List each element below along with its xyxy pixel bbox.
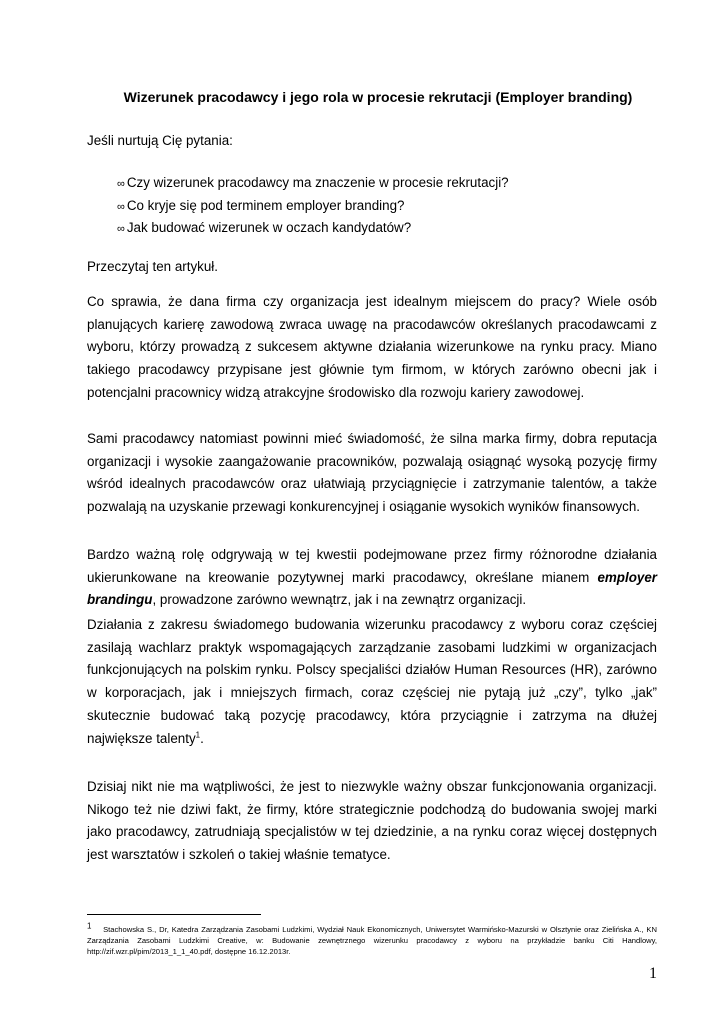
infinity-bullet-icon: ∞ (117, 223, 125, 235)
paragraph-3-end: , prowadzone zarówno wewnątrz, jak i na zewnątrz organizacji. (152, 592, 527, 608)
footnote-reference[interactable]: 1 (195, 730, 201, 740)
bullet-text: Jak budować wizerunek w oczach kandydatów? (126, 220, 412, 235)
list-item (117, 217, 509, 240)
infinity-bullet-icon: ∞ (117, 178, 125, 190)
paragraph-4: Działania z zakresu świadomego budowania wizerunku pracodawcy z wyboru coraz częściej zasilają wachlarz praktyk wspomagających zarządzanie zasobami ludzkimi w organizacjach funkcjonujących na polskim rynku. Polscy specjaliści działów Human Resources (HR), zarówno w korporacjach, jak i mniejszych firmach, coraz częściej nie pytają już „czy”, tylko „jak” skutecznie budować taką pozycję pracodawcy, która przyciągnie i zatrzyma na dłużej największe talenty$^1$. (87, 617, 657, 746)
question-list (117, 172, 509, 240)
paragraph-3 (87, 544, 657, 612)
page-number: 1 (649, 965, 657, 982)
footnote-text: Stachowska S., Dr, Katedra Zarządzania Zasobami Ludzkimi, Wydział Nauk Ekonomicznych, Uniwersytet Warmińsko-Mazurski w Olsztynie oraz Zielińska A., KN Zarządzania Zasobami Ludzkimi Creative, w: Budowanie zewnętrznego wizerunku pracodawcy z wyboru na przykładzie banku Citi Handlowy, http://zif.wzr.pl/pim/2013_1_1_40.pdf, dostępne 16.12.2013r. (87, 925, 657, 956)
list-item (117, 172, 509, 195)
paragraph-1: Co sprawia, że dana firma czy organizacja jest idealnym miejscem do pracy? Wiele osób planujących karierę zawodową zwraca uwagę na pracodawców określanych pracodawcami z wyboru, którzy prowadzą z sukcesem aktywne działania wizerunkowe na rynku pracy. Miano takiego pracodawcy przypisane jest głównie tym firmom, w których zarówno obecni jak i potencjalni pracownicy widzą atrakcyjne środowisko dla rozwoju kariery zawodowej. (87, 294, 657, 400)
paragraph-4-text: Działania z zakresu świadomego budowania wizerunku pracodawcy z wyboru coraz częściej zasilają wachlarz praktyk wspomagających zarządzanie zasobami ludzkimi w organizacjach funkcjonujących na polskim rynku. Polscy specjaliści działów Human Resources (HR), zarówno w korporacjach, jak i mniejszych firmach, coraz częściej nie pytają już „czy”, tylko „jak” skutecznie budować taką pozycję pracodawcy, która przyciągnie i zatrzyma na dłużej największe talenty (87, 617, 657, 746)
read-prompt: Przeczytaj ten artykuł. (87, 259, 218, 274)
footnote-separator (87, 914, 261, 915)
bullet-text: Co kryje się pod terminem employer branding? (126, 197, 405, 213)
intro-text: Jeśli nurtują Cię pytania: (87, 133, 233, 148)
document-title: Wizerunek pracodawcy i jego rola w procesie rekrutacji (Employer branding) (123, 89, 633, 105)
paragraph-2: Sami pracodawcy natomiast powinni mieć świadomość, że silna marka firmy, dobra reputacja organizacji i wysokie zaangażowanie pracowników, pozwalają osiągnąć wysoką pozycję firmy wśród idealnych pracodawców oraz ułatwiają przyciągnięcie i zatrzymanie talentów, a także pozwalają na uzyskanie przewagi konkurencyjnej i osiąganie wysokich wyników finansowych. (87, 431, 657, 515)
footnote-number: 1 (87, 921, 92, 931)
footnote (87, 921, 657, 957)
employer-branding-term: employer brandingu (87, 569, 657, 608)
paragraph-5: Dzisiaj nikt nie ma wątpliwości, że jest to niezwykle ważny obszar funkcjonowania organizacji. Nikogo też nie dziwi fakt, że firmy, które strategicznie podchodzą do budowania swojej marki jako pracodawcy, zatrudniają specjalistów w tej dziedzinie, a na rynku coraz więcej dostępnych jest warsztatów i szkoleń o takiej właśnie tematyce. (87, 779, 657, 863)
paragraph-3-text: Bardzo ważną rolę odgrywają w tej kwestii podejmowane przez firmy różnorodne działania ukierunkowane na kreowanie pozytywnej marki pracodawcy, określane mianem (87, 547, 657, 585)
infinity-bullet-icon: ∞ (117, 200, 125, 213)
bullet-text: Czy wizerunek pracodawcy ma znaczenie w procesie rekrutacji? (126, 175, 509, 190)
list-item (117, 195, 509, 218)
